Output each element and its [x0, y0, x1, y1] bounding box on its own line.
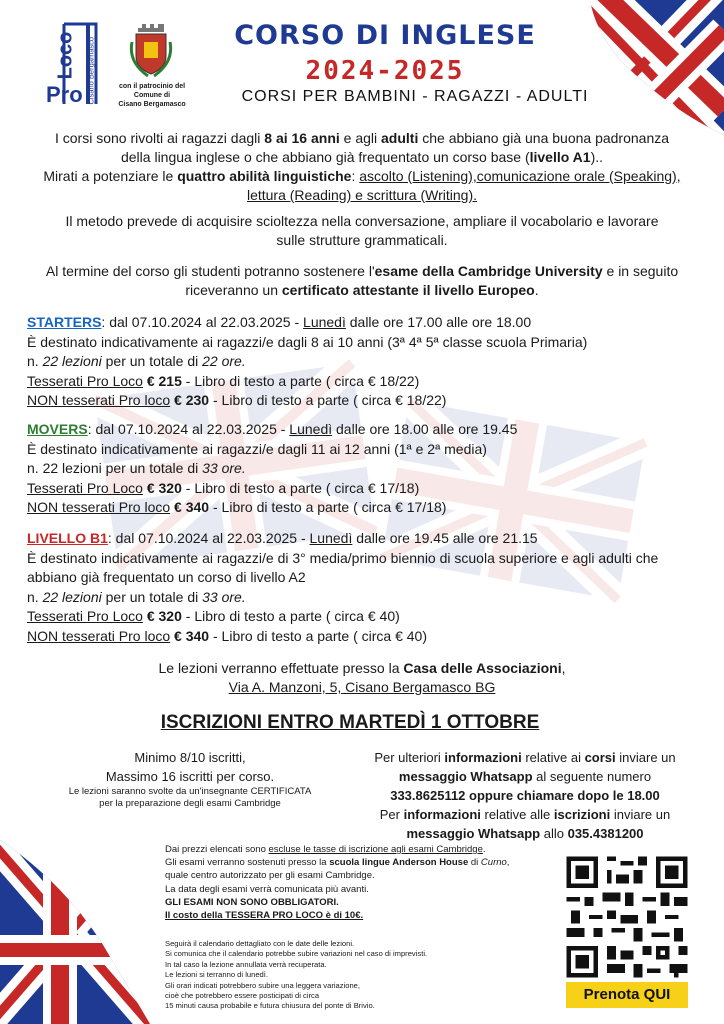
book-note: - Libro di testo a parte ( circa € 40) [209, 627, 427, 644]
course-time: dalle ore 17.00 alle ore 18.00 [345, 314, 532, 330]
course-movers [27, 420, 707, 518]
text: per un totale di [101, 588, 203, 605]
book-note: - Libro di testo a parte ( circa € 17/18) [209, 499, 447, 515]
text: inviare un [610, 807, 671, 822]
course-starters [27, 313, 707, 411]
union-jack-flag-icon [0, 840, 150, 1024]
text: Gli orari indicati potrebbero subire una leggera variazione, [165, 980, 361, 990]
teacher-note: Le lezioni saranno svolte da un'insegnante CERTIFICATA [68, 786, 312, 797]
text: . [482, 844, 486, 855]
text: I corsi sono rivolti ai ragazzi dagli [54, 130, 265, 146]
text: Per [379, 807, 404, 822]
contact-info [360, 748, 690, 843]
patronage-line-2: Comune di [133, 92, 171, 99]
patronage-text [112, 82, 192, 109]
certificate: certificato attestante il livello Europeo [281, 282, 535, 298]
book-note: - Libro di testo a parte ( circa € 40) [181, 608, 400, 624]
text: In tal caso la lezione annullata verrà recuperata. [165, 959, 327, 969]
text: riceveranno un [185, 282, 282, 298]
member-price: € 215 [142, 372, 182, 389]
book-note: - Libro di testo a parte ( circa € 18/22) [209, 392, 447, 408]
text: Per ulteriori [374, 750, 445, 765]
min-enrollment: Minimo 8/10 iscritti, [134, 750, 246, 765]
non-member-price: € 340 [170, 499, 210, 515]
text: Mirati a potenziare le [43, 168, 178, 184]
course-dates: : dal 07.10.2024 al 22.03.2025 - [87, 421, 290, 437]
text: GLI ESAMI NON SONO OBBLIGATORI. [165, 896, 339, 908]
member-label: Tesserati Pro Loco [27, 608, 143, 624]
course-dates: : dal 07.10.2024 al 22.03.2025 - [107, 530, 310, 546]
membership-cost: Il costo della TESSERA PRO LOCO è di 10€. [165, 910, 364, 922]
text: Le lezioni verranno effettuate presso la [158, 660, 404, 676]
text: al seguente numero [532, 769, 652, 784]
text: Si comunica che il calendario potrebbe subire variazioni nel caso di imprevisti. [165, 949, 428, 959]
text: 15 minuti causa probabile e futura chiusura del ponte di Brivio. [165, 1001, 375, 1011]
patronage-line-3: Cisano Bergamasco [118, 101, 186, 108]
level-a1: livello A1 [529, 149, 591, 165]
non-member-price: € 230 [170, 392, 210, 408]
non-member-label: NON tesserati Pro loco [27, 499, 171, 515]
town: Curno [480, 857, 507, 869]
text: La data degli esami verrà comunicata più avanti. [165, 883, 369, 895]
text: della lingua inglese o che abbiano già frequentato un corso base ( [120, 149, 530, 165]
text: Seguirà il calendario dettagliato con le date delle lezioni. [165, 939, 355, 948]
text: che abbiano già una buona padronanza [418, 130, 670, 146]
text: informazioni [403, 807, 481, 822]
text: quale centro autorizzato per gli esami Cambridge. [165, 870, 375, 882]
text: n. [27, 588, 43, 605]
course-livello-b1 [27, 529, 707, 646]
municipal-coat-of-arms-icon [128, 22, 174, 80]
location [20, 659, 704, 697]
venue-name: Casa delle Associazioni [403, 660, 562, 676]
text: Gli esami verranno sostenuti presso la [165, 857, 330, 869]
lessons: 22 lezioni [42, 353, 102, 369]
lessons: 22 lezioni [42, 588, 102, 605]
text: iscrizioni [553, 807, 611, 822]
qr-code-icon[interactable] [562, 852, 692, 982]
phone-number[interactable]: 035.4381200 [567, 826, 644, 841]
course-day: Lunedì [289, 421, 333, 437]
cambridge-exam: esame della Cambridge University [374, 263, 603, 279]
skills-list-2: lettura (Reading) e scrittura (Writing). [246, 187, 478, 203]
pro-loco-logo [46, 18, 110, 110]
course-day: Lunedì [303, 314, 346, 330]
skills-list: ascolto (Listening),comunicazione orale (Speaking), [359, 168, 681, 184]
non-member-label: NON tesserati Pro loco [27, 392, 171, 408]
years-title: 2024-2025 [305, 56, 465, 86]
text: Al termine del corso gli studenti potranno sostenere l' [45, 263, 375, 279]
text: n. [27, 353, 43, 369]
text: , [561, 660, 566, 676]
intro-paragraph-3 [20, 262, 704, 300]
teacher-note: per la preparazione degli esami Cambridge [99, 798, 281, 809]
course-name: LIVELLO B1 [27, 530, 108, 546]
skills-text: quattro abilità linguistiche [177, 168, 352, 184]
schedule-notes [165, 939, 565, 1012]
course-name: MOVERS [27, 421, 88, 437]
hours: 22 ore. [202, 353, 246, 369]
logo-town-text: Cisano Bergamasco [86, 36, 96, 105]
course-time: dalle ore 18.00 alle ore 19.45 [332, 421, 518, 437]
text: cioè che potrebbero essere posticipati di circa [165, 991, 320, 1001]
member-label: Tesserati Pro Loco [27, 479, 143, 496]
member-label: Tesserati Pro Loco [27, 372, 143, 389]
text: e in seguito [602, 263, 679, 279]
text: messaggio Whatsapp [398, 769, 533, 784]
page-title: CORSO DI INGLESE [234, 20, 536, 51]
text: inviare un [615, 750, 676, 765]
text: n. 22 lezioni per un totale di [27, 460, 203, 476]
book-note: - Libro di testo a parte ( circa € 18/22) [181, 372, 420, 389]
text: : [351, 168, 360, 184]
text: relative alle [480, 807, 554, 822]
intro-paragraph-2: Il metodo prevede di acquisire scioltezza nella conversazione, ampliare il vocabolario e lavorare sulle strutture grammaticali. [65, 213, 659, 248]
course-target: È destinato indicativamente ai ragazzi/e di 3° media/primo biennio di scuola superiore e agli adulti che abbiano già frequentato un corso di livello A2 [27, 549, 659, 585]
course-time: dalle ore 19.45 alle ore 21.15 [352, 530, 538, 546]
text: per un totale di [101, 353, 203, 369]
venue-address: Via A. Manzoni, 5, Cisano Bergamasco BG [228, 679, 496, 695]
course-day: Lunedì [309, 530, 353, 546]
text: Dai prezzi elencati sono [165, 844, 269, 855]
exam-notes [165, 843, 565, 922]
non-member-price: € 340 [170, 627, 210, 644]
subtitle: CORSI PER BAMBINI - RAGAZZI - ADULTI [241, 88, 589, 105]
school-name: scuola lingue Anderson House [329, 857, 469, 869]
book-note: - Libro di testo a parte ( circa € 17/18) [181, 479, 420, 496]
hours: 33 ore. [202, 460, 246, 476]
registration-deadline: ISCRIZIONI ENTRO MARTEDÌ 1 OTTOBRE [160, 712, 540, 733]
logo-loco-text: Loco [54, 31, 77, 80]
hours: 33 ore. [202, 588, 246, 605]
text: e agli [339, 130, 382, 146]
intro-paragraph-1 [20, 129, 704, 205]
text: relative ai [521, 750, 585, 765]
union-jack-flag-icon [560, 0, 724, 135]
text: allo [540, 826, 568, 841]
non-member-label: NON tesserati Pro loco [27, 627, 171, 644]
text: escluse le tasse di iscrizione agli esami Cambridge [268, 844, 483, 855]
course-dates: : dal 07.10.2024 al 22.03.2025 - [101, 314, 304, 330]
logo-pro-text: Pro [46, 82, 83, 107]
member-price: € 320 [142, 479, 182, 496]
text: , [506, 857, 510, 869]
age-range: 8 ai 16 anni [264, 130, 340, 146]
max-enrollment: Massimo 16 iscritti per corso. [105, 769, 275, 784]
text: informazioni [444, 750, 522, 765]
course-target: È destinato indicativamente ai ragazzi/e dagli 8 ai 10 anni (3ª 4ª 5ª classe scuola Primaria) [27, 333, 588, 350]
text: Le lezioni si terranno di lunedì. [165, 970, 269, 980]
phone-number[interactable]: 333.8625112 oppure chiamare dopo le 18.00 [390, 788, 660, 803]
adults-text: adulti [381, 130, 419, 146]
course-target: È destinato indicativamente ai ragazzi/e dagli 11 ai 12 anni (1ª e 2ª media) [27, 440, 487, 457]
member-price: € 320 [142, 608, 182, 624]
prenota-button[interactable]: Prenota QUI [566, 982, 688, 1008]
text: corsi [584, 750, 616, 765]
enrollment-limits [40, 748, 340, 810]
text: ).. [590, 149, 604, 165]
text: messaggio Whatsapp [406, 826, 541, 841]
course-name: STARTERS [27, 314, 102, 330]
text: . [534, 282, 539, 298]
patronage-line-1: con il patrocinio del [118, 83, 186, 90]
text: di [468, 857, 481, 869]
